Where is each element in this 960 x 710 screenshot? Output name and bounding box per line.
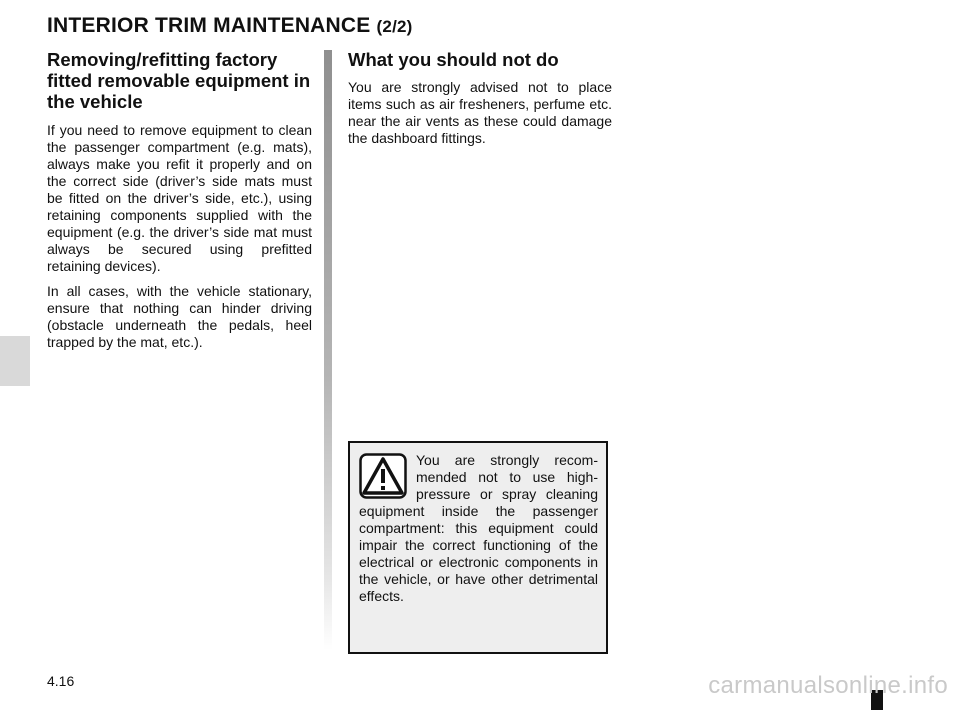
watermark: carmanualsonline.info — [708, 672, 948, 699]
column-divider — [324, 50, 332, 650]
page-title-text: INTERIOR TRIM MAINTENANCE — [47, 14, 371, 37]
what-not-to-do-heading: What you should not do — [348, 49, 559, 70]
page-title — [47, 14, 413, 38]
what-not-to-do-paragraph: You are strongly advised not to place items such as air fresheners, perfume etc. near the air vents as these could damage the dashboard fittings. — [348, 79, 612, 146]
warning-text: You are strongly recommended not to use high-pressure or spray cleaning equipment inside the passenger compartment: this equipment could impair the correct functioning of the electrical or electronic components in the vehicle, or have other detrimental effects. — [359, 452, 598, 604]
removing-refitting-heading: Removing/refitting factory fitted removable equipment in the vehicle — [47, 49, 311, 112]
page-number: 4.16 — [47, 673, 75, 689]
removing-refitting-paragraph-1: If you need to remove equipment to clean the passenger compartment (e.g. mats), always make you refit it properly and on the correct side (driver’s side mats must be fitted on the driver’s side, etc.), using retaining components supplied with the equipment (e.g. the driver’s side mat must always be secured using prefitted retaining devices). — [47, 122, 312, 274]
page-part-indicator: (2/2) — [376, 17, 413, 36]
removing-refitting-paragraph-2: In all cases, with the vehicle stationary, ensure that nothing can hinder driving (obstacle underneath the pedals, heel trapped by the mat, etc.). — [47, 283, 312, 350]
warning-triangle-icon — [359, 453, 407, 499]
right-column — [348, 49, 612, 155]
left-column — [47, 49, 312, 359]
chapter-side-tab — [0, 336, 30, 386]
warning-box — [348, 441, 608, 654]
